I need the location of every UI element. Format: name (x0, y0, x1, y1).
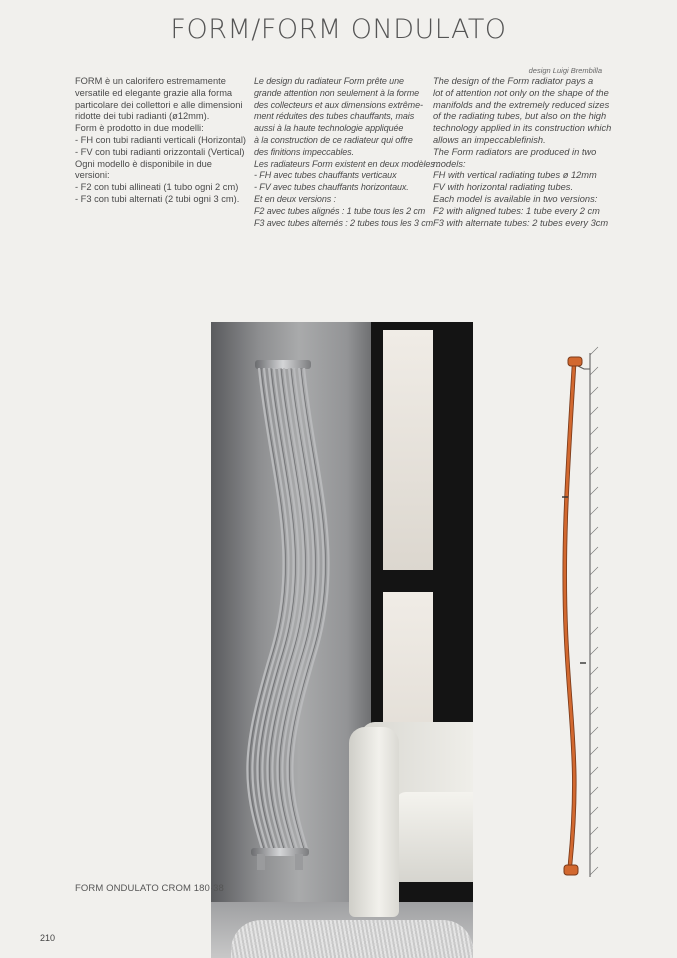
text-line: aussi à la haute technologie appliquée (254, 123, 404, 134)
english-text-column (433, 76, 612, 229)
page-number: 210 (40, 933, 56, 943)
text-line: The design of the Form radiator pays a (433, 76, 594, 86)
text-line: versioni: (75, 170, 110, 181)
text-line: des collecteurs et aux dimensions extrême- (254, 99, 423, 110)
text-line: F2 with aligned tubes: 1 tube every 2 cm (433, 205, 600, 216)
text-line: ment réduites des tubes chauffants, mais (254, 111, 415, 122)
photo-sofa-seat (396, 792, 473, 882)
photo-rug (231, 920, 473, 958)
text-line: des finitions impeccables. (254, 146, 354, 157)
text-line: Each model is available in two versions: (433, 193, 598, 204)
text-line: technology applied in its construction which (433, 123, 612, 134)
product-photo (211, 322, 473, 958)
designer-credit: design Luigi Brembilla (528, 66, 602, 75)
radiator-side-profile-diagram (540, 345, 610, 885)
text-line: Le design du radiateur Form prête une (254, 76, 404, 86)
text-line: F3 avec tubes alternés : 2 tubes tous les 3 cm (254, 217, 433, 228)
text-line: versatile ed elegante grazie alla forma (75, 87, 233, 98)
text-line: allows an impeccablefinish. (433, 134, 546, 145)
text-line: - F2 con tubi allineati (1 tubo ogni 2 cm) (75, 182, 239, 193)
page-title: FORM/FORM ONDULATO (170, 14, 507, 45)
text-line: lot of attention not only on the shape of the (433, 87, 609, 98)
text-line: of the radiating tubes, but also on the high (433, 111, 607, 122)
photo-sofa-arm (349, 727, 399, 917)
french-text-column (254, 76, 440, 229)
text-line: à la construction de ce radiateur qui offre (254, 134, 413, 145)
text-line: - FH con tubi radianti verticali (Horizontal) (75, 134, 247, 145)
text-line: particolare dei collettori e alle dimensioni (75, 99, 243, 110)
text-line: Ogni modello è disponibile in due (75, 158, 212, 169)
italian-text-column (75, 76, 245, 206)
text-line: - F3 con tubi alternati (2 tubi ogni 3 cm). (75, 193, 240, 204)
text-line: - FV con tubi radianti orizzontali (Vertical) (75, 146, 245, 157)
text-line: ridotte dei tubi radianti (ø12mm). (75, 111, 210, 122)
text-line: FV with horizontal radiating tubes. (433, 182, 574, 193)
text-line: grande attention non seulement à la forme (254, 87, 420, 98)
text-line: The Form radiators are produced in two (433, 146, 597, 157)
text-line: Form è prodotto in due modelli: (75, 123, 204, 134)
text-line: - FV avec tubes chauffants horizontaux. (254, 182, 409, 193)
text-line: - FH avec tubes chauffants verticaux (254, 170, 397, 181)
text-line: FH with vertical radiating tubes ø 12mm (433, 170, 597, 181)
text-line: Et en deux versions : (254, 193, 336, 204)
text-line: F3 with alternate tubes: 2 tubes every 3cm (433, 217, 609, 228)
text-line: manifolds and the extremely reduced sizes (433, 99, 610, 110)
text-line: models: (433, 158, 466, 169)
product-caption: FORM ONDULATO CROM 180·38 (75, 883, 224, 894)
text-line: FORM è un calorifero estremamente (75, 76, 226, 86)
text-line: F2 avec tubes alignés : 1 tube tous les 2 cm (254, 205, 426, 216)
text-line: Les radiateurs Form existent en deux modèles : (254, 158, 440, 169)
